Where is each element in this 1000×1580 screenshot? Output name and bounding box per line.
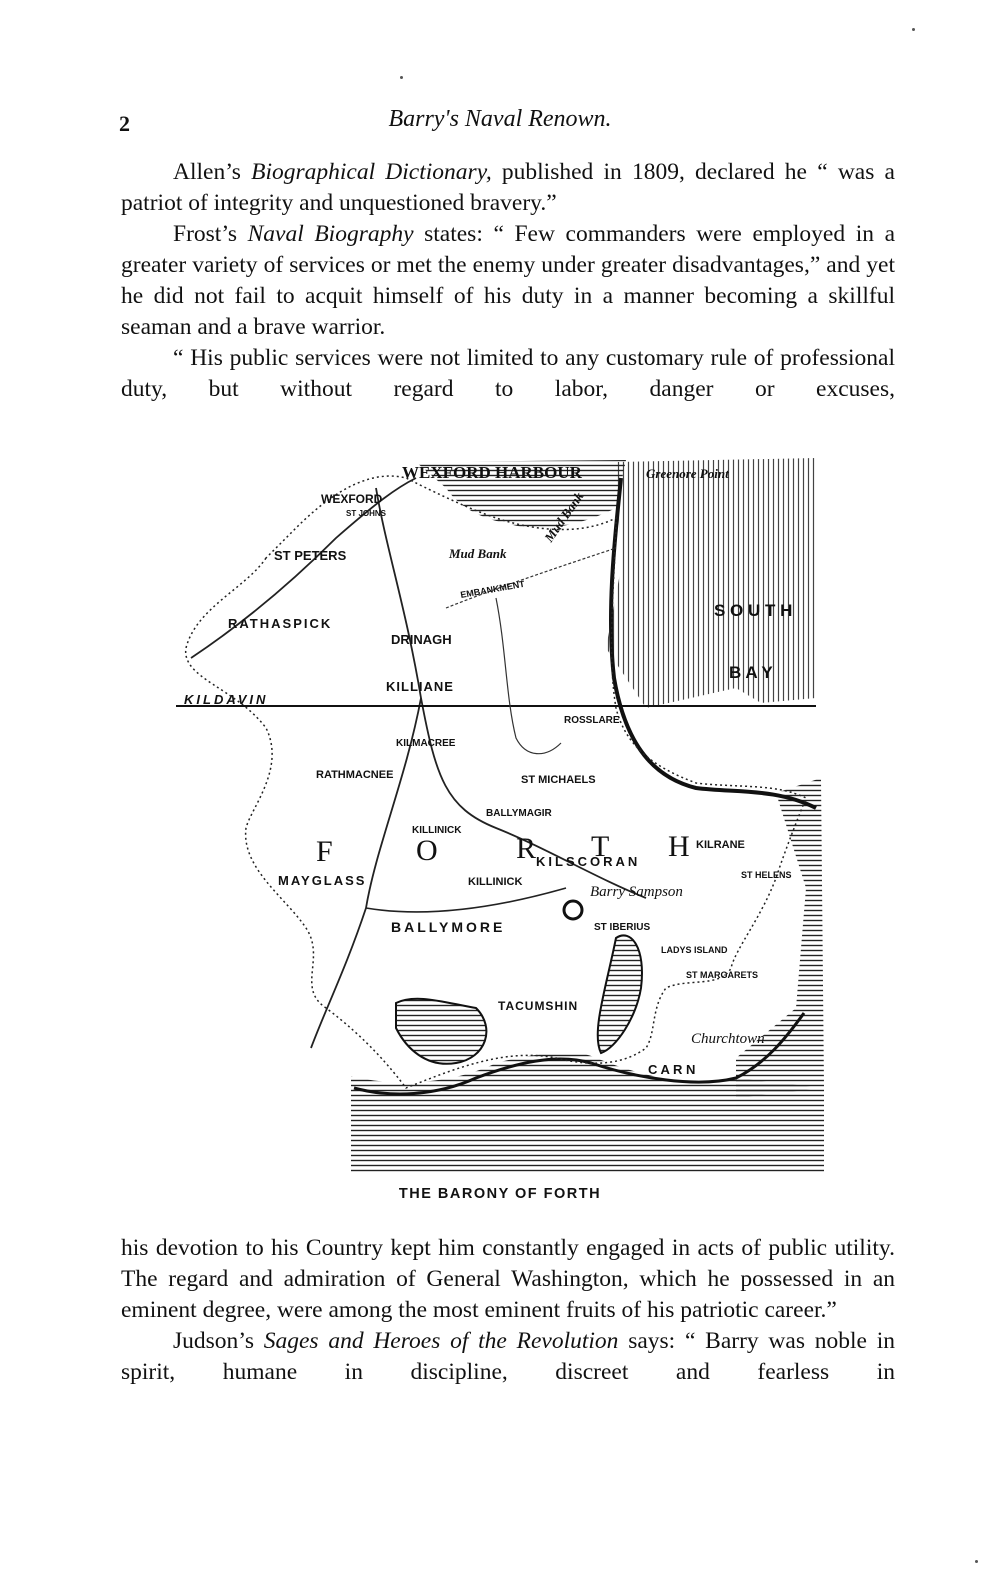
paragraph-allen: Allen’s Biographical Dictionary, published in 1809, declared he “ was a patriot of integrity and unquestioned bravery.” (121, 159, 895, 216)
map-label-kilrane: KILRANE (696, 839, 745, 851)
map-label-ladys-island: LADYS ISLAND (661, 945, 728, 955)
page-number: 2 (119, 111, 130, 136)
map-label-bay: B A Y (729, 663, 773, 682)
road-4 (366, 888, 566, 912)
map-label-t: T (591, 830, 610, 863)
map-label-wexford: WEXFORD (321, 492, 383, 506)
map-label-rathaspick: RATHASPICK (228, 616, 333, 631)
map-label-ballymore: BALLYMORE (391, 919, 506, 935)
paragraph-frost: Frost’s Naval Biography states: “ Few commanders were employed in a greater variety of services or met the enemy under greater disadvantages,” and yet he did not fail to acquit himself of his duty in a manner becoming a skillful seaman and a brave warrior. (121, 221, 896, 340)
barony-map (176, 448, 826, 1173)
map-label-mud-bank-2: Mud Bank (541, 489, 587, 545)
map-label-churchtown: Churchtown (691, 1031, 765, 1047)
map-label-embankment: EMBANKMENT (459, 578, 526, 600)
map-label-st-margarets: ST MARGARETS (686, 970, 758, 980)
map-label-killiane: KILLIANE (386, 679, 454, 694)
map-label-south: S O U T H (714, 601, 793, 620)
sea-right (606, 458, 816, 708)
map-label-drinagh: DRINAGH (391, 632, 452, 647)
bottom-text-block (121, 1233, 895, 1388)
river-channel (496, 598, 561, 754)
map-label-st-helens: ST HELENS (741, 870, 792, 880)
map-label-h: H (668, 830, 690, 863)
map-label-greenore: Greenore Point (646, 466, 729, 481)
paragraph-judson: Judson’s Sages and Heroes of the Revolution says: “ Barry was noble in spirit, humane in discipline, discreet and fearless in (121, 1328, 895, 1385)
map-label-tacumshin: TACUMSHIN (498, 999, 579, 1013)
map-label-o: O (416, 834, 438, 867)
scan-speck (400, 76, 403, 79)
barry-birthplace-marker (564, 901, 582, 919)
map-label-rosslare: ROSSLARE (564, 715, 620, 726)
map-label-f: F (316, 835, 333, 868)
map-label-harbour: WEXFORD HARBOUR (402, 463, 582, 482)
tacumshin-lake (396, 999, 486, 1064)
map-label-kilscoran: KILSCORAN (536, 854, 641, 869)
map-label-r: R (516, 832, 537, 865)
map-label-st-iberius: ST IBERIUS (594, 922, 651, 933)
map-label-carne: C A R N (648, 1062, 696, 1077)
map-caption: THE BARONY OF FORTH (398, 1186, 602, 1202)
map-label-st-johns: ST JOHNS (346, 509, 387, 518)
map-label-rathmacnee: RATHMACNEE (316, 769, 394, 781)
top-text-block (121, 157, 895, 405)
map-label-kildavin: KILDAVIN (184, 692, 269, 707)
map-label-st-peters: ST PETERS (274, 548, 347, 563)
paragraph-devotion: his devotion to his Country kept him constantly engaged in acts of public utility. The regard and admiration of General Washington, which he possessed in an eminent degree, were among the most eminent fruits of his patriotic career.” (121, 1235, 895, 1323)
lady-island-lake (598, 935, 642, 1053)
map-label-kilmacree: KILMACREE (396, 738, 456, 749)
map-label-mayglass: MAYGLASS (278, 873, 367, 888)
map-illustration (176, 448, 826, 1173)
map-label-st-michaels: ST MICHAELS (521, 774, 596, 786)
sea-southeast (736, 778, 824, 1098)
map-label-ballymagir: BALLYMAGIR (486, 808, 552, 819)
map-label-barry-sampson: Barry Sampson (590, 884, 683, 900)
scan-speck (912, 28, 915, 31)
map-label-mud-bank-1: Mud Bank (449, 546, 507, 561)
map-label-killinick-1: KILLINICK (412, 825, 462, 836)
map-label-killinick-2: KILLINICK (468, 876, 523, 888)
scan-speck (975, 1560, 978, 1563)
paragraph-public-services: “ His public services were not limited to any customary rule of professional duty, but without regard to labor, danger or excuses, (121, 345, 895, 402)
running-title: Barry's Naval Renown. (388, 106, 612, 132)
